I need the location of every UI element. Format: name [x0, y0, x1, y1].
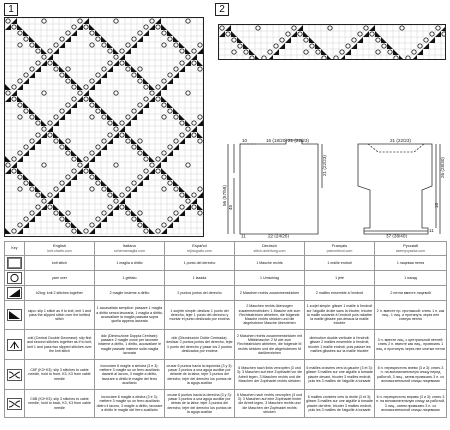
- key-cell: diminution double verticale à l'endroit: glisser 2 mailles ensemble à l'endroit, tricoter 1 maille endroit, puis passer les mailles glissées sur la maille tricotée: [305, 330, 375, 360]
- column-site: schemamaglia.com: [114, 248, 145, 253]
- key-label: Key: [5, 242, 25, 256]
- key-column-italian: [95, 242, 165, 256]
- key-cell: C6F (K3+K3): slip 3 stitches to cable needle, hold to front, K3, K3 from cable needle: [25, 360, 95, 390]
- key-row: [5, 286, 447, 301]
- key-symbol-cell: [5, 256, 25, 271]
- stitch-key-table: [4, 241, 447, 418]
- chart-1-grid: [5, 18, 203, 236]
- key-row: [5, 301, 447, 330]
- column-name: English: [52, 243, 67, 249]
- key-cell: k2tog: knit 2 stitches together: [25, 286, 95, 301]
- column-site: stitch-anleitung.com: [253, 248, 286, 253]
- key-cell: 1 Masche rechts: [235, 256, 305, 271]
- key-header-row: [5, 242, 447, 256]
- key-cell: 2 maglie insieme a diritto: [95, 286, 165, 301]
- key-cell: skpo: slip 1 stitch as if to knit, knit 1 and pass the slipped stitch over the knitted stitch: [25, 301, 95, 330]
- key-row: [5, 360, 447, 390]
- key-row: [5, 271, 447, 286]
- key-cell: 6 п. перекрестить влево (3 и 3): снять 3 п. на вспомогательную спицу перед работой, 3 лиц., затем провязать 3 п. со вспомогательной спицы лицевыми: [375, 360, 447, 390]
- column-site: skemyvyazka.com: [395, 248, 426, 253]
- key-row: [5, 390, 447, 418]
- sleeve-top-label: 21 (22/23): [390, 138, 411, 143]
- key-cell: 1 punto del derecho: [165, 256, 235, 271]
- column-site: patrontricot.com: [326, 248, 353, 253]
- body-side-bottom-label: 11: [241, 233, 246, 238]
- key-cell: yarn over: [25, 271, 95, 286]
- key-cell: C6B (K3+K3): slip 3 stitches to cable needle, hold to back, K3, K3 from cable needle: [25, 390, 95, 418]
- column-site: tejidografo.com: [187, 248, 212, 253]
- body-height-top-label: 21 (22/23): [322, 155, 327, 176]
- key-cell: 1 maille endroit: [305, 256, 375, 271]
- knitting-chart-1: [4, 17, 204, 237]
- key-cell: 1 surjet simple: glisser 1 maille à l'endroit sur l'aiguille droite sans la tricoter, tricoter la maille suivante à l'endroit puis rabattre la maille glissée par-dessus la maille tricotée: [305, 301, 375, 330]
- key-cell: 2 Maschen rechts zusammenstricken mit Mittelmasche: 2 M wie zum Rechtsstricken abheben, die folgende M rechts stricken und die abgehobenen M darüberziehen: [235, 330, 305, 360]
- key-symbol-cell: [5, 301, 25, 330]
- chart-stitches: [219, 25, 445, 59]
- key-cell: cdd (Central Double Decrease): slip first and second stitches together as if to knit, knit 1 and pass two slipped stitches over the knit stitch: [25, 330, 95, 360]
- knit-stitch-icon: [7, 257, 22, 269]
- key-cell: knit stitch: [25, 256, 95, 271]
- key-cell: ddc (Diminuzione Doppia Centrale): passare 2 maglie come per lavorare insieme a diritto, 1 diritto, accavallare le maglie passate insieme sulla maglia lavorata: [95, 330, 165, 360]
- key-cell: cruzar 6 puntos hacia la derecha (3 y 3): pasar 3 puntos a una aguja auxiliar por detrás de la labor, tejer 3 puntos del derecho, tejer del derecho los puntos de la aguja auxiliar: [165, 390, 235, 418]
- key-cell: incrociare 6 maglie a sinistra (3 e 3): mettere 3 maglie su un ferro ausiliario davanti al lavoro, 3 maglie a diritto, lavorare a diritto le maglie del ferro ausiliario: [95, 360, 165, 390]
- key-cell: 6 mailles croisées vers la droite (3 et 3): glisser 3 mailles sur une aiguille à torsade placée derrière, tricoter 3 mailles endroit, puis les 3 mailles de l'aiguille à torsade: [305, 390, 375, 418]
- sleeve-cuff-label: 11: [429, 228, 434, 233]
- key-cell: cruzar 6 puntos hacia la izquierda (3 y 3): pasar 3 puntos a una aguja auxiliar por delante de la labor, tejer 3 puntos del derecho, tejer del derecho los puntos de la aguja auxiliar: [165, 360, 235, 390]
- key-symbol-cell: [5, 330, 25, 360]
- body-top-right-label: 21 (22/23): [288, 138, 309, 143]
- chart-stitches: [5, 18, 203, 234]
- key-cell: 2 puntos juntos del derecho: [165, 286, 235, 301]
- key-cell: 6 mailles croisées vers la gauche (3 et 3): glisser 3 mailles sur une aiguille à torsade placée devant, tricoter 3 mailles endroit, puis les 3 mailles de l'aiguille à torsade: [305, 360, 375, 390]
- sleeve-height-total-label: 26 (28/30): [440, 157, 445, 178]
- cdd-icon: [7, 339, 22, 351]
- column-name: Italiano: [123, 243, 136, 249]
- body-height-total-label: 56 (57/58): [222, 185, 227, 206]
- column-name: Deutsch: [262, 243, 277, 249]
- body-schematic: [228, 140, 322, 234]
- key-row: [5, 330, 447, 360]
- key-cell: 2 петли вместе лицевой: [375, 286, 447, 301]
- key-cell: 1 accavallato semplice: passare 1 maglia a diritto senza lavorarla, 1 maglia a diritto, accavallare la maglia passata sopra quella appena lavorata: [95, 301, 165, 330]
- chart-2-grid: [219, 25, 445, 59]
- key-symbol-cell: [5, 390, 25, 418]
- key-cell: ddc (Disminución Doble Centrada): deslizar 2 puntos juntos del derecho, tejer 1 punto del derecho y pasar los 2 puntos deslizados por encima: [165, 330, 235, 360]
- chart-2-number: 2: [215, 3, 229, 16]
- sleeve-height-mid-label: 18: [434, 202, 439, 208]
- key-column-english: [25, 242, 95, 256]
- body-top-mid-label: 16 (18/20): [266, 138, 287, 143]
- key-cell: 1 surjete simple: deslizar 1 punto del derecho, tejer 1 punto del derecho y montar el punto deslizado por encima: [165, 301, 235, 330]
- key-symbol-cell: [5, 286, 25, 301]
- body-top-left-label: 10: [242, 138, 248, 143]
- column-name: Français: [331, 243, 348, 249]
- key-cell: 6 Maschen nach links verzopfen (3 und 3): 3 Maschen auf eine Zopfnadel vor die Arbeit legen, 3 Maschen rechts und die Maschen der Zopfnadel rechts stricken: [235, 360, 305, 390]
- c6f-icon: [7, 369, 22, 381]
- key-column-french: [305, 242, 375, 256]
- chart-1-number: 1: [4, 3, 18, 16]
- key-symbol-cell: [5, 271, 25, 286]
- key-cell: 6 п. перекрестить вправо (3 и 3): снять 3 п. на вспомогательную спицу за работой, 3 лиц., затем провязать 3 п. со вспомогательной спицы лицевыми: [375, 390, 447, 418]
- key-cell: 1 jeté: [305, 271, 375, 286]
- key-cell: 2 mailles ensemble à l'endroit: [305, 286, 375, 301]
- k2tog-icon: [7, 287, 22, 299]
- key-cell: 3 п. вместе лиц. с центральной петлей: снять 2 п. вместе как лиц., провязать 1 лиц. и протянуть через нее снятые петли: [375, 330, 447, 360]
- knitting-chart-2: [218, 24, 446, 60]
- key-column-german: [235, 242, 305, 256]
- key-cell: incrociare 6 maglie a destra (3 e 3): mettere 3 maglie su un ferro ausiliario dietro il lavoro, 3 maglie a diritto, lavorare a diritto le maglie del ferro ausiliario: [95, 390, 165, 418]
- key-cell: 1 лицевая петля: [375, 256, 447, 271]
- body-width-bottom-label: 22 (24/26): [268, 233, 289, 238]
- yarn-over-icon: [7, 272, 22, 284]
- key-cell: 2 Maschen rechts zusammenstricken: [235, 286, 305, 301]
- skpo-icon: [7, 309, 22, 321]
- key-column-russian: [375, 242, 447, 256]
- sleeve-width-bottom-label: 37 (38/40): [386, 233, 407, 238]
- key-symbol-cell: [5, 360, 25, 390]
- garment-schematic: [218, 138, 446, 238]
- column-site: knit-charts.com: [47, 248, 72, 253]
- key-cell: 2 Maschen rechts überzogen zusammenstricken: 1 Masche wie zum Rechtsstricken abheben, die folgende Masche rechts stricken und die abgehobene Masche überziehen: [235, 301, 305, 330]
- key-cell: 1 maglia a diritto: [95, 256, 165, 271]
- key-row: [5, 256, 447, 271]
- key-cell: 1 gettato: [95, 271, 165, 286]
- column-name: Русский: [403, 243, 418, 249]
- key-cell: 6 Maschen nach rechts verzopfen (3 und 3): 3 Maschen auf eine Zopfnadel hinter die Arbeit legen, 3 Maschen rechts und die Maschen der Zopfnadel rechts stricken: [235, 390, 305, 418]
- key-cell: 1 lazada: [165, 271, 235, 286]
- key-cell: 1 накид: [375, 271, 447, 286]
- sleeve-schematic: [358, 144, 440, 234]
- column-name: Español: [192, 243, 207, 249]
- key-cell: 1 Umschlag: [235, 271, 305, 286]
- key-cell: 2 п. вместе пр. протяжкой: снять 1 п. как лиц., 1 лиц. и протянуть через нее снятую петлю: [375, 301, 447, 330]
- key-column-spanish: [165, 242, 235, 256]
- body-height-mid-label: 45: [228, 204, 233, 210]
- c6b-icon: [7, 398, 22, 410]
